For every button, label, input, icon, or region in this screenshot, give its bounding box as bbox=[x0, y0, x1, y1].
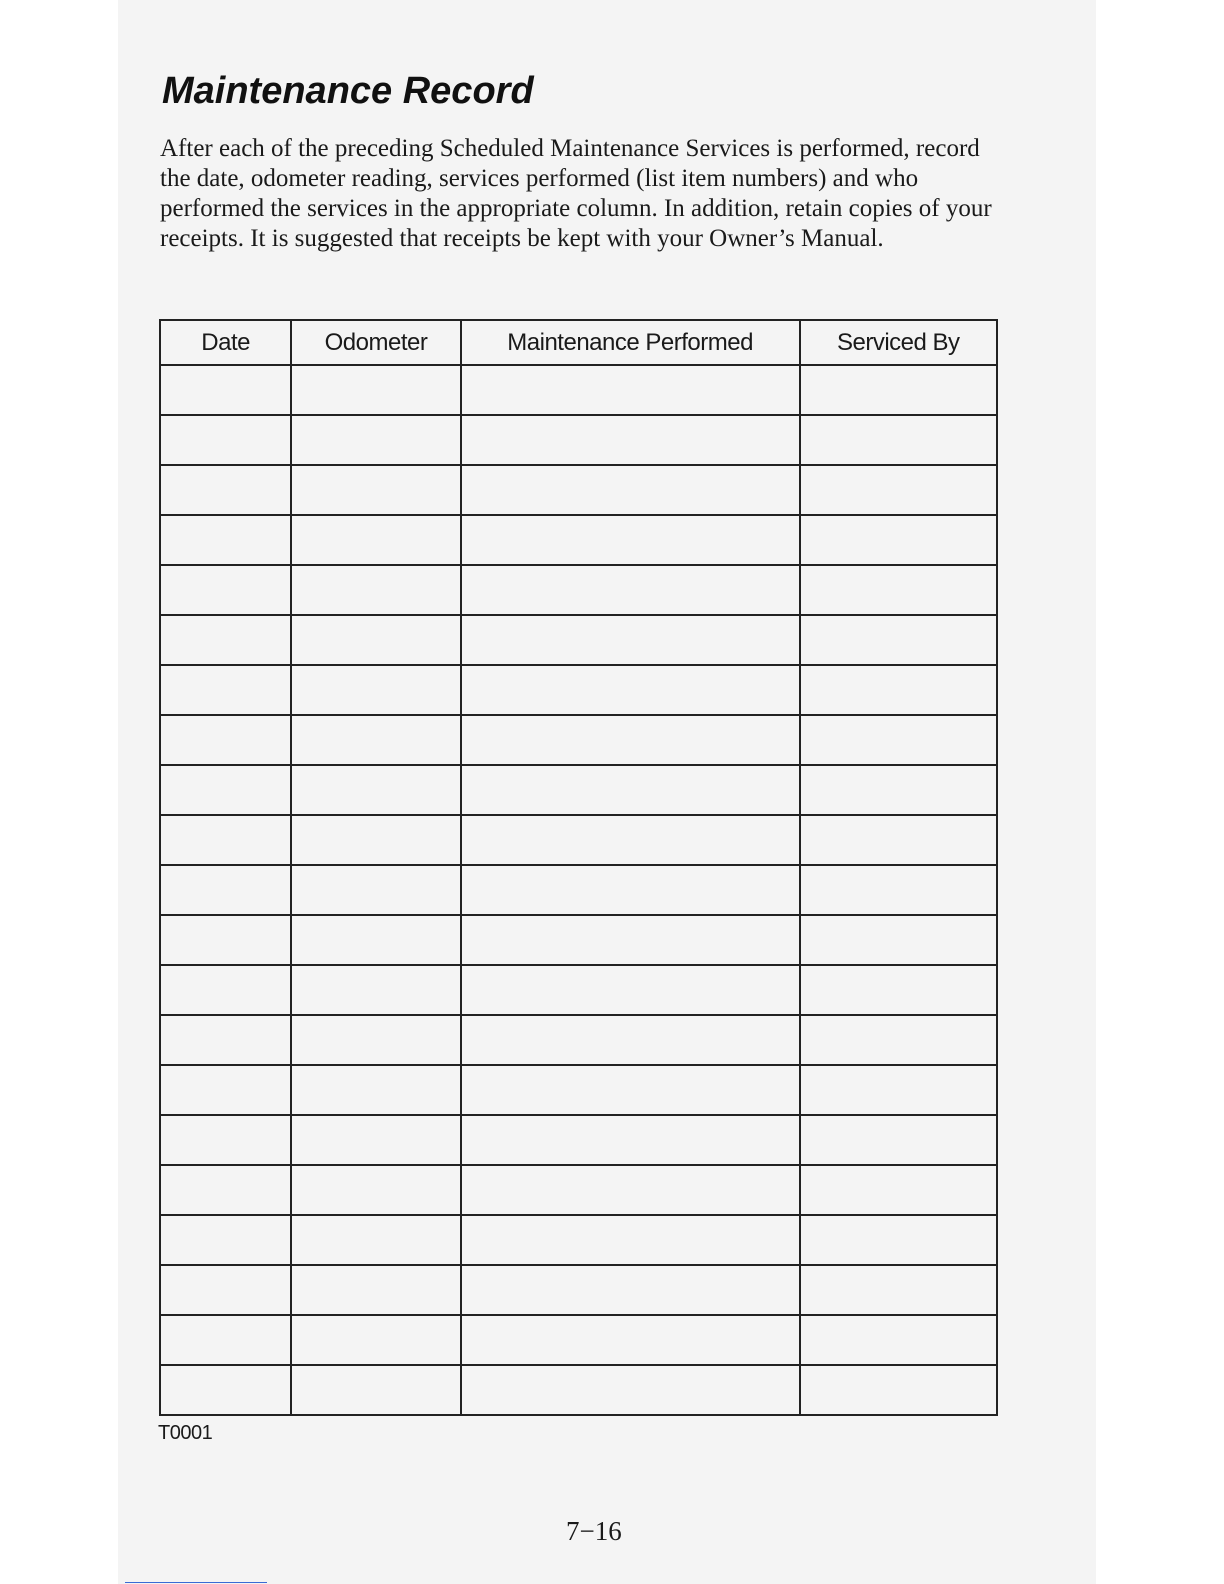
serviced-by-cell[interactable] bbox=[800, 915, 998, 965]
maintenance-cell[interactable] bbox=[461, 865, 800, 915]
serviced-by-cell[interactable] bbox=[800, 1165, 998, 1215]
date-cell[interactable] bbox=[160, 1215, 291, 1265]
maintenance-cell[interactable] bbox=[461, 1365, 800, 1415]
date-cell[interactable] bbox=[160, 1065, 291, 1115]
header-date: Date bbox=[160, 320, 291, 365]
date-cell[interactable] bbox=[160, 815, 291, 865]
table-row bbox=[160, 915, 997, 965]
serviced-by-cell[interactable] bbox=[800, 365, 998, 415]
date-cell[interactable] bbox=[160, 765, 291, 815]
table-row bbox=[160, 665, 997, 715]
odometer-cell[interactable] bbox=[291, 515, 460, 565]
header-maintenance-performed: Maintenance Performed bbox=[461, 320, 800, 365]
maintenance-record-table bbox=[159, 319, 998, 1416]
date-cell[interactable] bbox=[160, 915, 291, 965]
table-header-row bbox=[160, 320, 997, 365]
serviced-by-cell[interactable] bbox=[800, 1015, 998, 1065]
serviced-by-cell[interactable] bbox=[800, 515, 998, 565]
table-row bbox=[160, 1265, 997, 1315]
serviced-by-cell[interactable] bbox=[800, 765, 998, 815]
date-cell[interactable] bbox=[160, 615, 291, 665]
odometer-cell[interactable] bbox=[291, 465, 460, 515]
date-cell[interactable] bbox=[160, 465, 291, 515]
maintenance-cell[interactable] bbox=[461, 815, 800, 865]
maintenance-cell[interactable] bbox=[461, 1065, 800, 1115]
maintenance-cell[interactable] bbox=[461, 565, 800, 615]
table-row bbox=[160, 515, 997, 565]
odometer-cell[interactable] bbox=[291, 715, 460, 765]
maintenance-cell[interactable] bbox=[461, 365, 800, 415]
odometer-cell[interactable] bbox=[291, 965, 460, 1015]
table-row bbox=[160, 415, 997, 465]
date-cell[interactable] bbox=[160, 965, 291, 1015]
date-cell[interactable] bbox=[160, 1015, 291, 1065]
table-row bbox=[160, 615, 997, 665]
header-serviced-by: Serviced By bbox=[800, 320, 998, 365]
serviced-by-cell[interactable] bbox=[800, 1215, 998, 1265]
date-cell[interactable] bbox=[160, 1365, 291, 1415]
odometer-cell[interactable] bbox=[291, 815, 460, 865]
table-row bbox=[160, 965, 997, 1015]
serviced-by-cell[interactable] bbox=[800, 1065, 998, 1115]
serviced-by-cell[interactable] bbox=[800, 615, 998, 665]
table-row bbox=[160, 1165, 997, 1215]
table-row bbox=[160, 1065, 997, 1115]
table-row bbox=[160, 865, 997, 915]
table-row bbox=[160, 565, 997, 615]
maintenance-cell[interactable] bbox=[461, 1265, 800, 1315]
date-cell[interactable] bbox=[160, 565, 291, 615]
maintenance-cell[interactable] bbox=[461, 465, 800, 515]
date-cell[interactable] bbox=[160, 1265, 291, 1315]
odometer-cell[interactable] bbox=[291, 615, 460, 665]
maintenance-cell[interactable] bbox=[461, 415, 800, 465]
serviced-by-cell[interactable] bbox=[800, 465, 998, 515]
date-cell[interactable] bbox=[160, 515, 291, 565]
date-cell[interactable] bbox=[160, 865, 291, 915]
odometer-cell[interactable] bbox=[291, 1215, 460, 1265]
table-row bbox=[160, 365, 997, 415]
maintenance-cell[interactable] bbox=[461, 715, 800, 765]
odometer-cell[interactable] bbox=[291, 1015, 460, 1065]
maintenance-cell[interactable] bbox=[461, 615, 800, 665]
table-row bbox=[160, 1365, 997, 1415]
table-row bbox=[160, 1115, 997, 1165]
serviced-by-cell[interactable] bbox=[800, 1365, 998, 1415]
maintenance-cell[interactable] bbox=[461, 665, 800, 715]
date-cell[interactable] bbox=[160, 715, 291, 765]
maintenance-cell[interactable] bbox=[461, 765, 800, 815]
table-row bbox=[160, 1215, 997, 1265]
odometer-cell[interactable] bbox=[291, 765, 460, 815]
date-cell[interactable] bbox=[160, 1115, 291, 1165]
table-code: T0001 bbox=[158, 1422, 213, 1444]
odometer-cell[interactable] bbox=[291, 915, 460, 965]
date-cell[interactable] bbox=[160, 665, 291, 715]
table-body bbox=[160, 365, 997, 1415]
footer-rule bbox=[125, 1582, 267, 1583]
maintenance-cell[interactable] bbox=[461, 1115, 800, 1165]
odometer-cell[interactable] bbox=[291, 565, 460, 615]
maintenance-cell[interactable] bbox=[461, 1315, 800, 1365]
odometer-cell[interactable] bbox=[291, 1365, 460, 1415]
table-row bbox=[160, 715, 997, 765]
serviced-by-cell[interactable] bbox=[800, 1265, 998, 1315]
serviced-by-cell[interactable] bbox=[800, 815, 998, 865]
maintenance-cell[interactable] bbox=[461, 915, 800, 965]
odometer-cell[interactable] bbox=[291, 1315, 460, 1365]
date-cell[interactable] bbox=[160, 1315, 291, 1365]
table-row bbox=[160, 815, 997, 865]
page-number: 7−16 bbox=[566, 1516, 622, 1546]
odometer-cell[interactable] bbox=[291, 1265, 460, 1315]
serviced-by-cell[interactable] bbox=[800, 1315, 998, 1365]
odometer-cell[interactable] bbox=[291, 1115, 460, 1165]
page-title: Maintenance Record bbox=[162, 70, 534, 112]
date-cell[interactable] bbox=[160, 365, 291, 415]
odometer-cell[interactable] bbox=[291, 865, 460, 915]
table-row bbox=[160, 765, 997, 815]
odometer-cell[interactable] bbox=[291, 1065, 460, 1115]
serviced-by-cell[interactable] bbox=[800, 865, 998, 915]
maintenance-cell[interactable] bbox=[461, 1015, 800, 1065]
serviced-by-cell[interactable] bbox=[800, 565, 998, 615]
table-row bbox=[160, 1015, 997, 1065]
date-cell[interactable] bbox=[160, 1165, 291, 1215]
odometer-cell[interactable] bbox=[291, 415, 460, 465]
header-odometer: Odometer bbox=[291, 320, 460, 365]
table-row bbox=[160, 465, 997, 515]
serviced-by-cell[interactable] bbox=[800, 665, 998, 715]
odometer-cell[interactable] bbox=[291, 665, 460, 715]
intro-paragraph: After each of the preceding Scheduled Maintenance Services is performed, record the date, odometer reading, services performed (list item numbers) and who performed the services in the appropriate column. In addition, retain copies of your receipts. It is suggested that receipts be kept with your Owner’s Manual. bbox=[160, 135, 992, 252]
serviced-by-cell[interactable] bbox=[800, 415, 998, 465]
odometer-cell[interactable] bbox=[291, 365, 460, 415]
maintenance-cell[interactable] bbox=[461, 515, 800, 565]
maintenance-cell[interactable] bbox=[461, 965, 800, 1015]
date-cell[interactable] bbox=[160, 415, 291, 465]
table-row bbox=[160, 1315, 997, 1365]
serviced-by-cell[interactable] bbox=[800, 715, 998, 765]
serviced-by-cell[interactable] bbox=[800, 965, 998, 1015]
maintenance-cell[interactable] bbox=[461, 1215, 800, 1265]
serviced-by-cell[interactable] bbox=[800, 1115, 998, 1165]
odometer-cell[interactable] bbox=[291, 1165, 460, 1215]
maintenance-cell[interactable] bbox=[461, 1165, 800, 1215]
